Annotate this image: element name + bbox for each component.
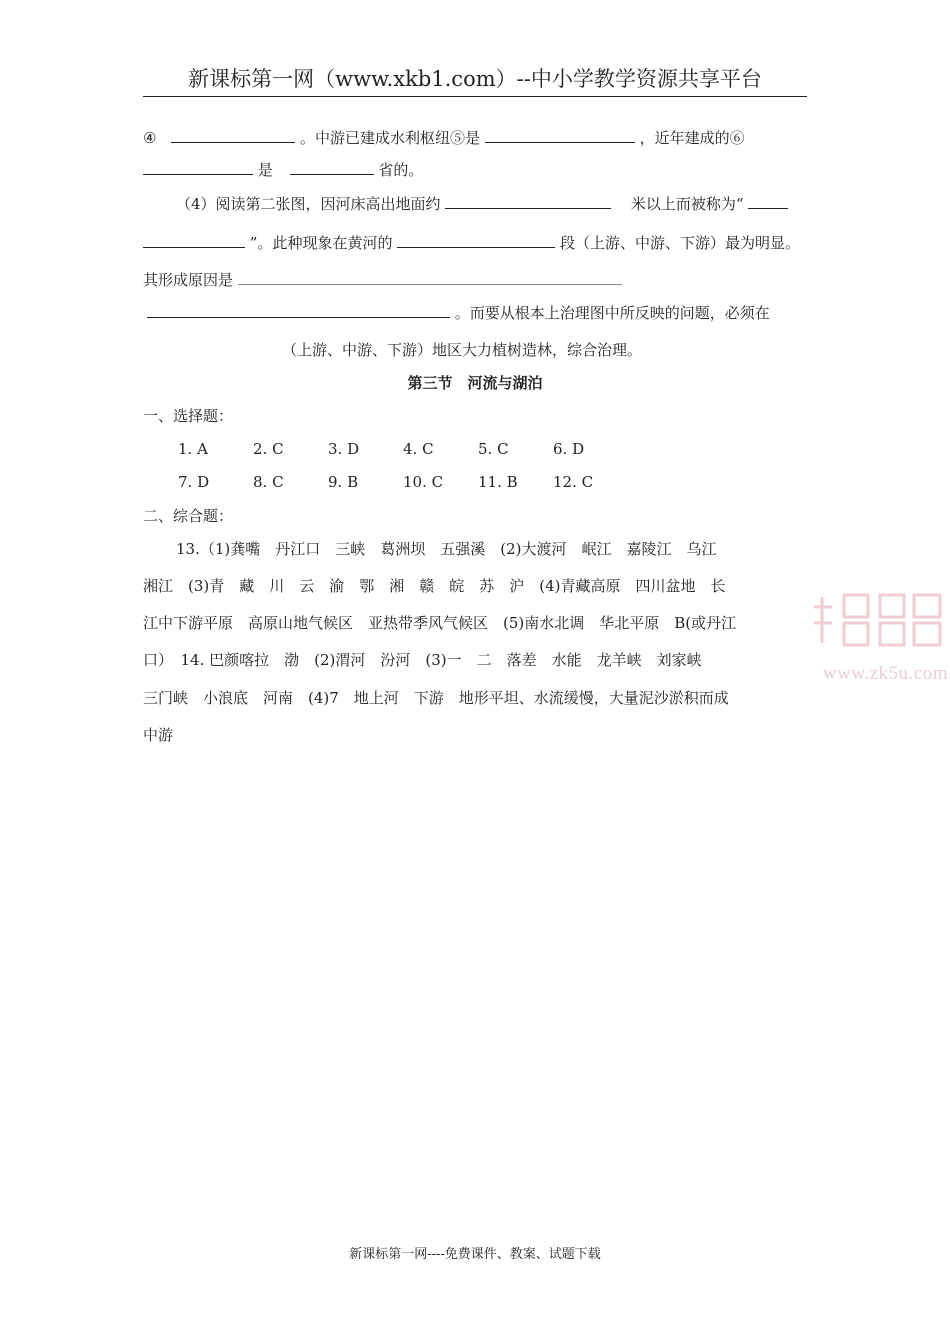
part2-heading-text: 二、综合题： <box>143 507 234 525</box>
q4-text: 米以上而被称为“ <box>630 195 744 213</box>
choice-answer: 7. D <box>178 473 210 491</box>
answer-blank[interactable] <box>143 232 245 248</box>
header-title: 新课标第一网（www.xkb1.com）--中小学教学资源共享平台 <box>188 67 762 91</box>
page-header <box>143 62 807 97</box>
choice-answer: 1. A <box>178 440 208 458</box>
part2-line: 三门峡 小浪底 河南 (4)7 地上河 下游 地形平坦、水流缓慢，大量泥沙淤积而成 <box>143 689 729 707</box>
q4-text: ”。此种现象在黄河的 <box>249 234 393 252</box>
part2-line: 江中下游平原 高原山地气候区 亚热带季风气候区 (5)南水北调 华北平原 B(或丹江 <box>143 614 737 632</box>
choice-answer: 3. D <box>328 440 360 458</box>
choice-answer: 11. B <box>478 473 518 491</box>
watermark-text: www.zk5u.com <box>822 663 948 684</box>
q4-line-3 <box>143 269 622 290</box>
answer-blank[interactable] <box>290 159 374 175</box>
answer-blank[interactable] <box>143 159 253 175</box>
q3-text: 是 <box>257 161 273 179</box>
q4-line-4 <box>147 302 770 323</box>
choice-answer: 8. C <box>253 473 284 491</box>
part2-line: 中游 <box>143 726 174 744</box>
page-footer <box>0 1245 950 1265</box>
part2-heading <box>143 506 233 526</box>
answer-blank[interactable] <box>445 193 611 209</box>
choice-answer: 5. C <box>478 440 509 458</box>
answer-blank[interactable] <box>171 127 295 143</box>
part2-line: 湘江 (3)青 藏 川 云 渝 鄂 湘 赣 皖 苏 沪 (4)青藏高原 四川盆地 长 <box>143 577 726 595</box>
q4-text: 其形成原因是 <box>143 271 234 289</box>
part1-heading-text: 一、选择题： <box>143 407 234 425</box>
choice-answers-row-1 <box>178 439 628 459</box>
answer-blank[interactable] <box>397 232 555 248</box>
section-title-text: 第三节 河流与湖泊 <box>407 374 543 392</box>
section-title <box>0 373 950 393</box>
answer-blank[interactable] <box>147 302 450 318</box>
q3-line-1 <box>143 127 745 148</box>
part2-line: 口） 14. 巴颜喀拉 渤 (2)渭河 汾河 (3)一 二 落差 水能 龙羊峡 刘家峡 <box>143 651 702 669</box>
watermark <box>800 585 950 690</box>
part1-heading <box>143 406 233 426</box>
circled-number: ④ <box>143 129 157 147</box>
q4-line-1 <box>176 193 788 214</box>
footer-text: 新课标第一网----免费课件、教案、试题下载 <box>349 1247 601 1262</box>
part2-line: 13.（1)龚嘴 丹江口 三峡 葛洲坝 五强溪 (2)大渡河 岷江 嘉陵江 乌江 <box>176 540 717 558</box>
choice-answer: 9. B <box>328 473 359 491</box>
q4-text: 段（上游、中游、下游）最为明显。 <box>560 234 801 252</box>
choice-answer: 6. D <box>553 440 585 458</box>
choice-answer: 12. C <box>553 473 594 491</box>
q4-text: 。而要从根本上治理图中所反映的问题，必须在 <box>454 304 770 322</box>
q3-line-2 <box>143 159 423 180</box>
answer-blank[interactable] <box>485 127 635 143</box>
watermark-logo-icon <box>810 589 945 651</box>
q3-text: 。中游已建成水利枢纽⑤是 <box>300 129 481 147</box>
q4-text: （上游、中游、下游）地区大力植树造林，综合治理。 <box>282 341 643 359</box>
choice-answer: 10. C <box>403 473 444 491</box>
answer-blank[interactable] <box>748 193 788 209</box>
q4-text: （4）阅读第二张图，因河床高出地面约 <box>176 195 441 213</box>
choice-answer: 2. C <box>253 440 284 458</box>
q4-line-5 <box>282 340 642 360</box>
choice-answers-row-2 <box>178 472 628 492</box>
q3-text: ，近年建成的⑥ <box>639 129 745 147</box>
q4-line-2 <box>143 232 800 253</box>
q3-text: 省的。 <box>378 161 424 179</box>
choice-answer: 4. C <box>403 440 434 458</box>
answer-blank[interactable] <box>238 269 622 285</box>
